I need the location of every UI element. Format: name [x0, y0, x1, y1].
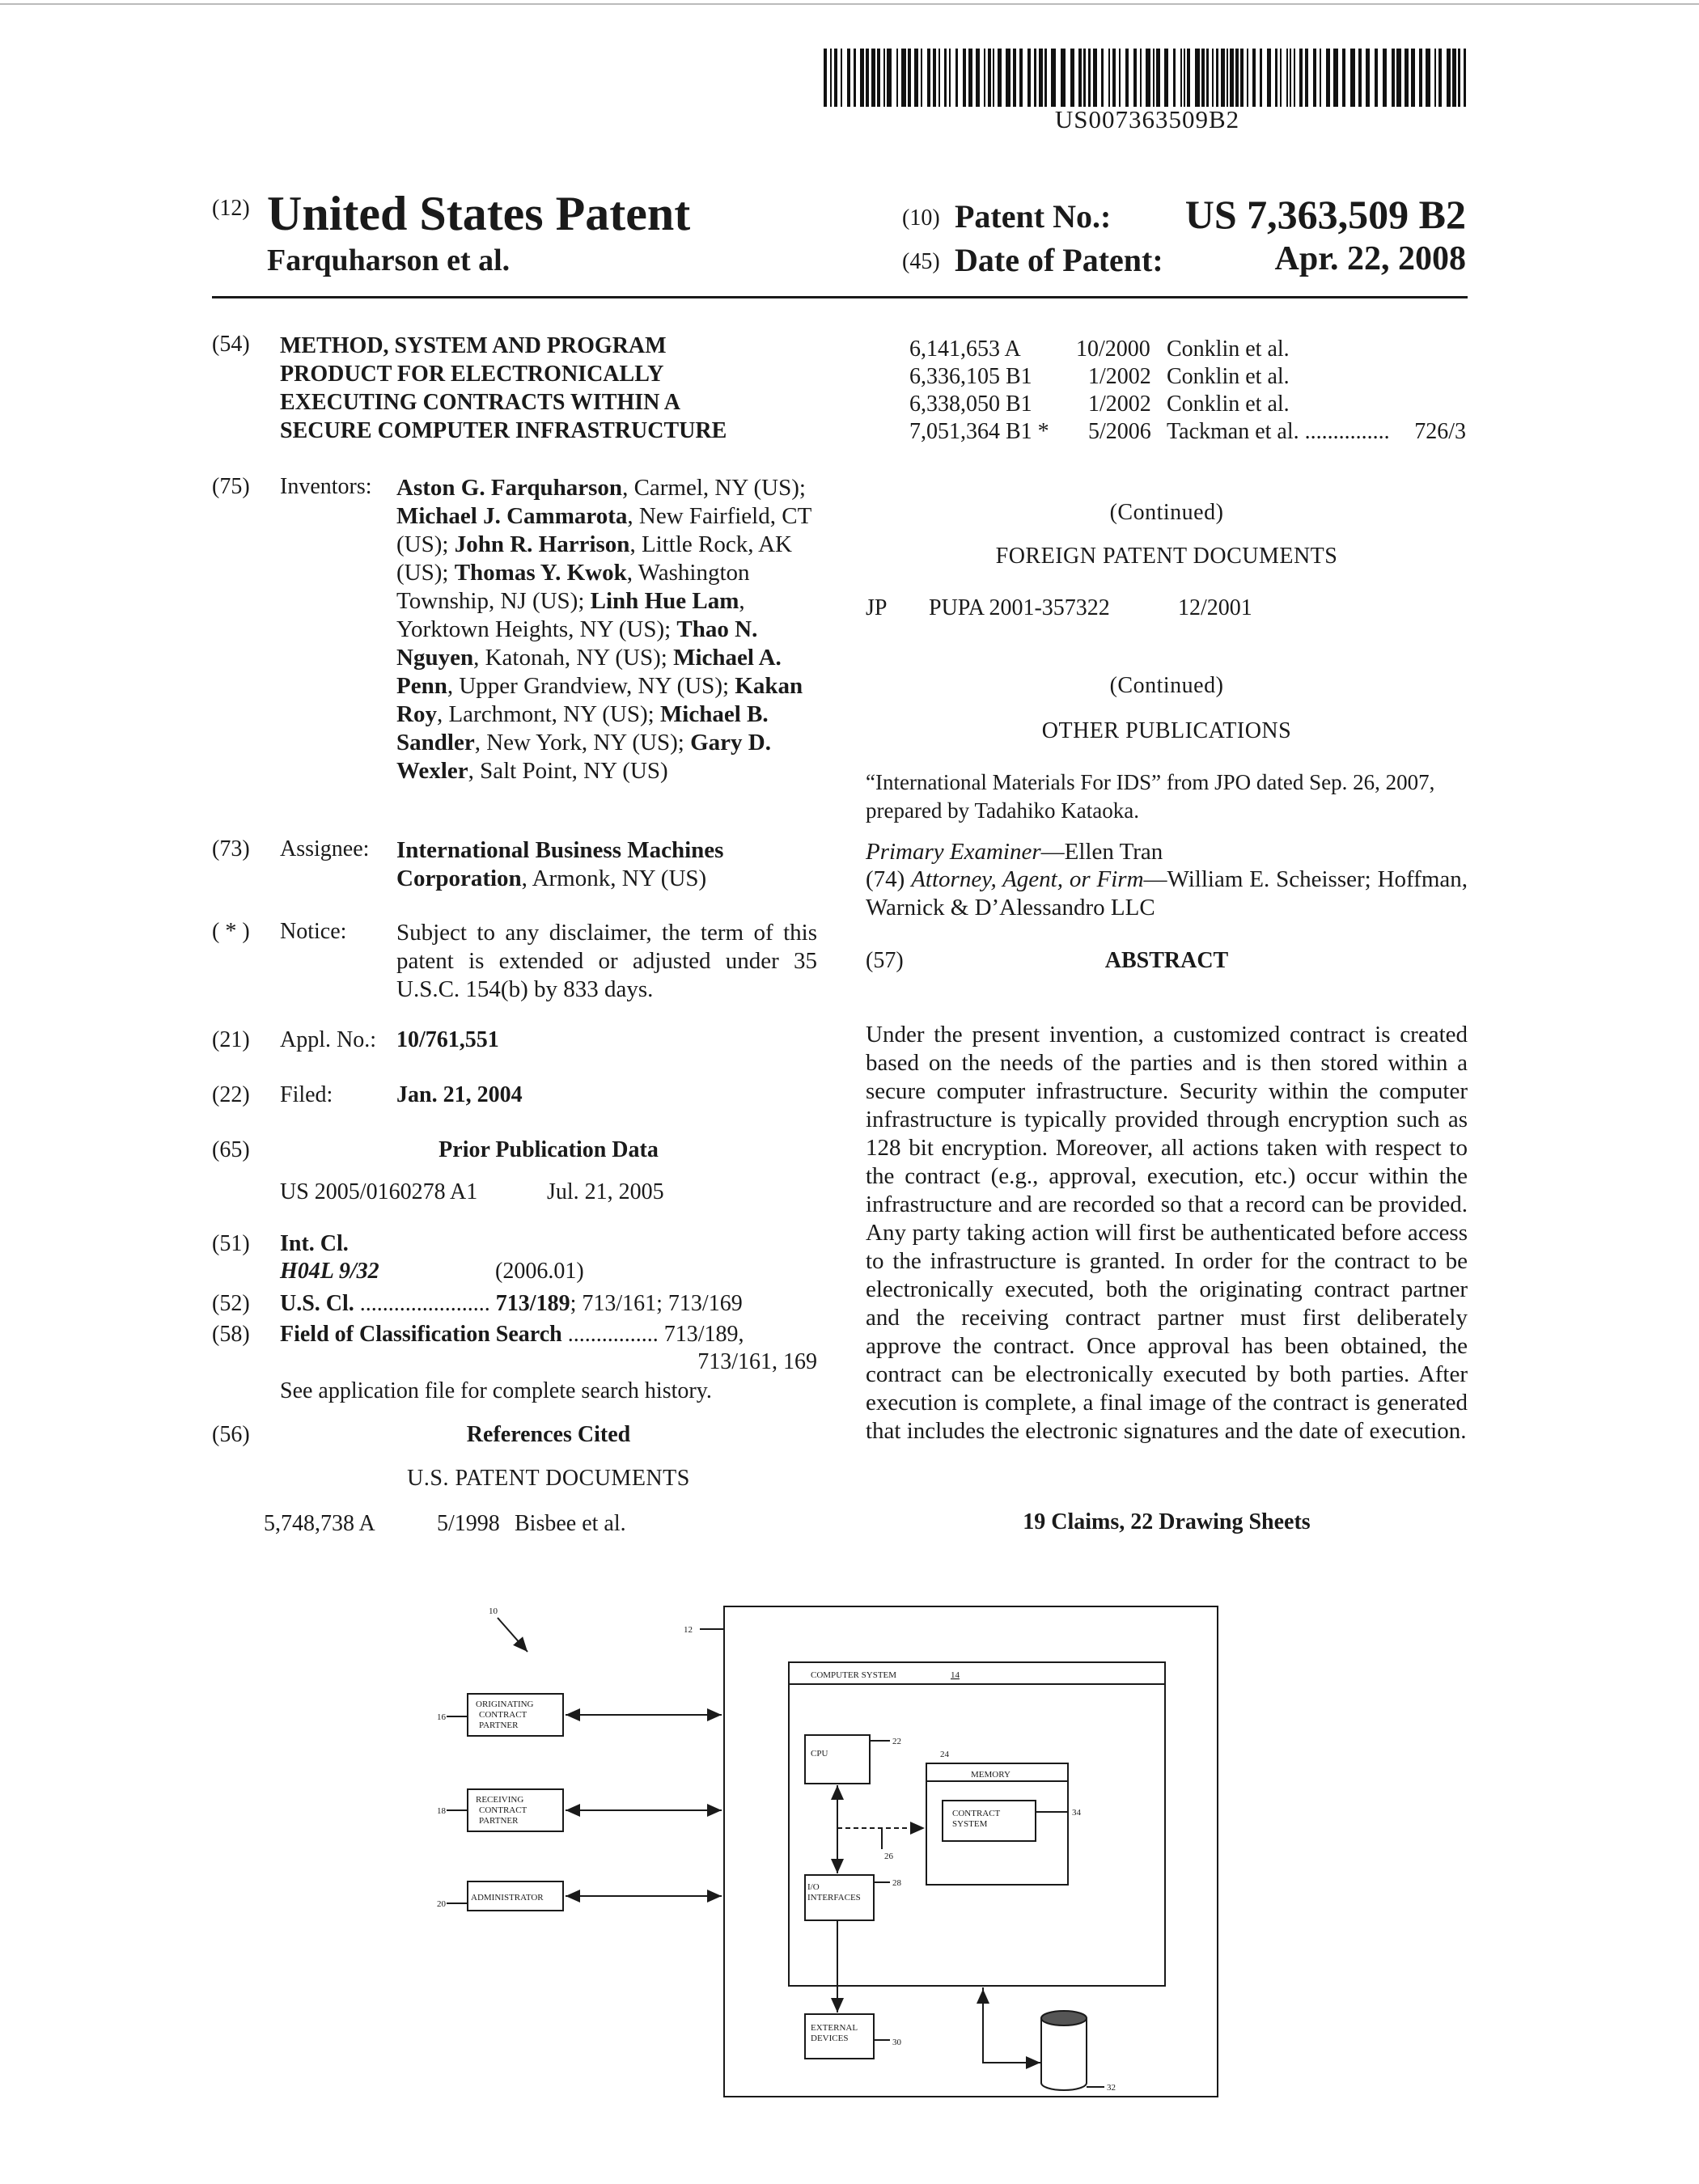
ref-22-label: 22	[892, 1737, 901, 1746]
ref-patent-date: 1/2002	[1088, 392, 1151, 417]
filed-label: Filed:	[280, 1082, 333, 1107]
barcode-bar	[1195, 49, 1200, 107]
barcode-bar	[1299, 49, 1303, 107]
barcode-bar	[1112, 49, 1116, 107]
code-22: (22)	[212, 1082, 250, 1107]
barcode-bar	[830, 49, 832, 107]
inventor-name: Linh Hue Lam	[590, 588, 739, 614]
barcode-bar	[866, 49, 869, 107]
barcode-bar	[1452, 49, 1456, 107]
attorney-label: Attorney, Agent, or Firm	[911, 866, 1144, 892]
barcode-bar	[1247, 49, 1248, 107]
barcode-bar	[883, 49, 885, 107]
barcode-bar	[1034, 49, 1036, 107]
receiving-label-1: RECEIVING	[476, 1795, 524, 1805]
barcode-bar	[1280, 49, 1282, 107]
ref-16-label: 16	[437, 1712, 446, 1722]
barcode-bar	[988, 49, 991, 107]
barcode-bar	[998, 49, 1002, 107]
inventor-name: Thomas Y. Kwok	[454, 560, 627, 586]
ref-26-label: 26	[884, 1852, 893, 1861]
barcode-bar	[1235, 49, 1239, 107]
barcode-bar	[1221, 49, 1225, 107]
barcode-bar	[860, 49, 864, 107]
barcode-bar	[887, 49, 892, 107]
barcode-bar	[1083, 49, 1086, 107]
barcode-bar	[963, 49, 966, 107]
inventor-location: , Salt Point, NY (US)	[468, 758, 668, 784]
abstract-heading: ABSTRACT	[1104, 948, 1229, 973]
attorney-name: —William E. Scheisser; Hoffman, Warnick & D’Alessandro LLC	[866, 866, 1468, 921]
abstract-text: Under the present invention, a customized contract is created based on the needs of the parties and is then stored within a secure computer infrastructure. Security within the computer infrastructure is typically provided through encryption such as 128 bit encryption. Moreover, all actions taken with respect to the contract (e.g., approval, execution, etc.) occur within the infrastructure and are recorded so that a record can be provided. Any party taking action will first be authenticated before access to the infrastructure is granted. In order for the contract to be electronically executed, both the originating contract partner and the receiving contract partner must first deliberately approve the contract. Once approval has been obtained, the contract can be electronically executed by both parties. After execution is complete, a final image of the contract is generated that includes the electronic signatures and the date of execution.	[866, 1022, 1468, 1444]
receiving-label-2: CONTRACT	[479, 1805, 527, 1815]
inventor-name: John R. Harrison	[454, 531, 630, 557]
leader-dots: ................	[567, 1322, 659, 1347]
ref-patent-number: 6,336,105 B1	[909, 364, 1032, 389]
title-line: METHOD, SYSTEM AND PROGRAM	[280, 333, 667, 358]
inventors-label: Inventors:	[280, 474, 372, 499]
appl-number: 10/761,551	[396, 1027, 499, 1052]
ref-30-label: 30	[892, 2038, 901, 2047]
code-57: (57)	[866, 948, 904, 973]
barcode-bar	[944, 49, 947, 107]
field-label: Field of Classification Search	[280, 1322, 562, 1347]
foreign-date: 12/2001	[1178, 595, 1252, 620]
examiner-label: Primary Examiner	[866, 839, 1041, 865]
barcode-bar	[1267, 49, 1271, 107]
barcode-bar	[1206, 49, 1209, 107]
claims-summary: 19 Claims, 22 Drawing Sheets	[1023, 1509, 1311, 1534]
barcode-bar	[984, 49, 985, 107]
barcode-bar	[949, 49, 951, 107]
ref-12-label: 12	[684, 1625, 693, 1635]
barcode-bar	[1305, 49, 1308, 107]
code-52: (52)	[212, 1291, 250, 1316]
code-65: (65)	[212, 1137, 250, 1162]
invention-title	[280, 332, 846, 445]
int-cl-label: Int. Cl.	[280, 1231, 349, 1256]
us-patent-docs-heading: U.S. PATENT DOCUMENTS	[407, 1466, 690, 1491]
barcode-bar	[1201, 49, 1205, 107]
barcode-bar	[1240, 49, 1244, 107]
barcode-bar	[1294, 49, 1295, 107]
title-line: EXECUTING CONTRACTS WITHIN A	[280, 390, 681, 415]
ref-24-label: 24	[940, 1750, 949, 1759]
barcode-bar	[1419, 49, 1422, 107]
attorney	[866, 866, 1468, 922]
io-label-1: I/O	[807, 1882, 820, 1892]
barcode-bar	[1027, 49, 1031, 107]
inventor-location: , Little Rock, AK (US);	[396, 531, 793, 586]
ref-patent-name: Conklin et al.	[1167, 364, 1290, 389]
inventor-name: Gary D. Wexler	[396, 730, 771, 784]
storage-body	[1041, 2018, 1087, 2090]
storage-connection	[983, 1987, 1040, 2063]
barcode-bar	[1140, 49, 1142, 107]
barcode-bar	[877, 49, 880, 107]
us-cl-rest: ; 713/161; 713/169	[570, 1291, 743, 1316]
barcode-bar	[1464, 49, 1466, 107]
barcode-bar	[1164, 49, 1168, 107]
memory-label: MEMORY	[971, 1770, 1011, 1780]
code-10: (10)	[902, 205, 940, 231]
barcode-bar	[1133, 49, 1137, 107]
barcode-bar	[896, 49, 898, 107]
assignee-name: International Business Machines Corporation	[396, 837, 724, 891]
barcode-bar	[1153, 49, 1155, 107]
inventor-location: , Katonah, NY (US);	[473, 645, 674, 671]
barcode-bar	[1013, 49, 1016, 107]
int-cl-year: (2006.01)	[495, 1259, 584, 1284]
ref-patent-name: Conklin et al.	[1167, 392, 1290, 417]
barcode-bar	[1212, 49, 1214, 107]
barcode-bar	[1333, 49, 1338, 107]
inventor-location: , Washington Township, NJ (US);	[396, 560, 750, 614]
barcode-bar	[1375, 49, 1378, 107]
barcode-bar	[1286, 49, 1288, 107]
barcode-bar	[1006, 49, 1011, 107]
us-cl-line	[280, 1291, 817, 1317]
originating-label-3: PARTNER	[479, 1721, 519, 1730]
continued-note: (Continued)	[1109, 673, 1224, 698]
system-diagram	[437, 1585, 1246, 2111]
barcode-bar	[1184, 49, 1185, 107]
barcode-bar	[1070, 49, 1074, 107]
barcode-bar	[1227, 49, 1228, 107]
barcode-bar	[1173, 49, 1176, 107]
barcode-bar	[834, 49, 837, 107]
references-heading: References Cited	[466, 1422, 631, 1447]
originating-label-1: ORIGINATING	[476, 1699, 534, 1709]
inventor-name: Michael J. Cammarota	[396, 503, 628, 529]
inventor-location: , Larchmont, NY (US);	[436, 701, 660, 727]
inventor-location: , New Fairfield, CT (US);	[396, 503, 811, 557]
storage-top	[1041, 2011, 1087, 2025]
infrastructure-box	[724, 1606, 1218, 2097]
barcode-bar	[1366, 49, 1370, 107]
inventor-location: , Carmel, NY (US);	[622, 475, 806, 501]
int-cl-class: H04L 9/32	[280, 1259, 379, 1284]
barcode-bar	[871, 49, 875, 107]
barcode-bar	[1230, 49, 1234, 107]
filed-date: Jan. 21, 2004	[396, 1082, 523, 1107]
ref-18-label: 18	[437, 1806, 446, 1816]
code-54: (54)	[212, 332, 250, 357]
ref-patent-name: Bisbee et al.	[515, 1511, 626, 1536]
ref-patent-date: 1/2002	[1088, 364, 1151, 389]
computer-system-label: COMPUTER SYSTEM	[811, 1670, 897, 1680]
assignee-label: Assignee:	[280, 836, 370, 861]
barcode-bar	[1438, 49, 1442, 107]
barcode-bar	[1216, 49, 1218, 107]
patent-date: Apr. 22, 2008	[1274, 240, 1466, 277]
inventor-name: Aston G. Farquharson	[396, 475, 623, 501]
field-line	[280, 1322, 817, 1348]
inventor-location: , Upper Grandview, NY (US);	[447, 673, 735, 699]
prior-publication-heading: Prior Publication Data	[439, 1137, 659, 1162]
external-label-2: DEVICES	[811, 2034, 849, 2043]
code-21: (21)	[212, 1027, 250, 1052]
ref-32-label: 32	[1107, 2083, 1116, 2093]
foreign-patents-heading: FOREIGN PATENT DOCUMENTS	[995, 544, 1338, 569]
field-value-1: 713/189,	[663, 1322, 744, 1347]
administrator-label: ADMINISTRATOR	[471, 1893, 544, 1903]
barcode-bar	[1411, 49, 1415, 107]
barcode-bar	[933, 49, 936, 107]
barcode-bar	[1350, 49, 1355, 107]
barcode-bar	[921, 49, 922, 107]
patent-number: US 7,363,509 B2	[1184, 192, 1466, 237]
barcode-bar	[901, 49, 906, 107]
other-publication-text: “International Materials For IDS” from JPO dated Sep. 26, 2007, prepared by Tadahiko Kataoka.	[866, 770, 1435, 823]
barcode-bar	[927, 49, 930, 107]
barcode-bar	[1156, 49, 1160, 107]
barcode-bar	[841, 49, 842, 107]
barcode-bar	[1434, 49, 1436, 107]
barcode-bar	[993, 49, 994, 107]
barcode-bar	[1392, 49, 1395, 107]
barcode-bar	[1061, 49, 1066, 107]
barcode-bar	[1383, 49, 1387, 107]
examiner-name: —Ellen Tran	[1040, 839, 1163, 865]
leader-dots: .......................	[359, 1291, 490, 1316]
cpu-label: CPU	[811, 1749, 828, 1759]
barcode-bar	[1358, 49, 1362, 107]
assignee	[396, 836, 817, 893]
inventor-location: , New York, NY (US);	[474, 730, 691, 756]
code-notice: ( * )	[212, 919, 250, 944]
barcode-bar	[955, 49, 958, 107]
barcode-bar	[1275, 49, 1277, 107]
barcode-bar	[1051, 49, 1056, 107]
ref-patent-name: Conklin et al.	[1167, 336, 1290, 362]
barcode-bar	[1146, 49, 1150, 107]
barcode-bar	[1125, 49, 1129, 107]
ref-patent-class: 726/3	[1409, 419, 1466, 445]
barcode-graphic	[824, 49, 1471, 107]
barcode-bar	[1458, 49, 1460, 107]
contract-system-label-2: SYSTEM	[952, 1819, 988, 1829]
barcode-bar	[1119, 49, 1121, 107]
title-line: PRODUCT FOR ELECTRONICALLY	[280, 362, 664, 387]
inventor-location: , Yorktown Heights, NY (US);	[396, 588, 745, 642]
date-label: Date of Patent:	[955, 242, 1163, 278]
barcode-bar	[968, 49, 972, 107]
barcode-bar	[938, 49, 940, 107]
barcode-bar	[1405, 49, 1409, 107]
barcode-bar	[1088, 49, 1091, 107]
leader-dots: ...............	[1304, 419, 1390, 444]
inventors-short: Farquharson et al.	[267, 243, 511, 277]
external-label-1: EXTERNAL	[811, 2023, 858, 2033]
other-publications-heading: OTHER PUBLICATIONS	[1041, 718, 1292, 743]
ref-patent-name: Tackman et al.	[1167, 419, 1299, 444]
notice-text: Subject to any disclaimer, the term of this patent is extended or adjusted under 35 U.S.C. 154(b) by 833 days.	[396, 920, 817, 1002]
barcode-bar	[1101, 49, 1104, 107]
barcode-bar	[1039, 49, 1043, 107]
appl-label: Appl. No.:	[280, 1027, 376, 1052]
ref-20-label: 20	[437, 1899, 446, 1909]
barcode-bar	[908, 49, 911, 107]
barcode-number: US007363509B2	[1054, 105, 1240, 133]
barcode-bar	[847, 49, 850, 107]
code-45: (45)	[902, 249, 940, 274]
attorney-code: (74)	[866, 866, 905, 892]
cpu-box	[805, 1735, 870, 1784]
io-label-2: INTERFACES	[807, 1893, 861, 1903]
ref-patent-number: 7,051,364 B1 *	[909, 419, 1049, 444]
prior-pub-date: Jul. 21, 2005	[547, 1179, 664, 1204]
assignee-location: , Armonk, NY (US)	[521, 866, 707, 891]
barcode-bar	[976, 49, 980, 107]
ref-patent-date: 5/1998	[437, 1511, 500, 1536]
inventor-name: Michael A. Penn	[396, 645, 782, 699]
ref-patent-number: 6,338,050 B1	[909, 392, 1032, 417]
patent-number-label: Patent No.:	[955, 198, 1112, 235]
barcode-bar	[1187, 49, 1190, 107]
us-cl-main: 713/189	[495, 1291, 570, 1316]
barcode-bar	[1093, 49, 1097, 107]
top-rule	[0, 3, 1699, 5]
ref-14-label: 14	[951, 1670, 960, 1680]
barcode-bar	[1342, 49, 1345, 107]
barcode-bar	[1326, 49, 1330, 107]
continued-note: (Continued)	[1109, 500, 1224, 525]
receiving-label-3: PARTNER	[479, 1816, 519, 1826]
inventors-list	[396, 474, 817, 785]
barcode-bar	[824, 49, 827, 107]
notice-label: Notice:	[280, 919, 347, 944]
barcode-bar	[1320, 49, 1321, 107]
barcode-bar	[1313, 49, 1316, 107]
code-56: (56)	[212, 1422, 250, 1447]
barcode-bar	[914, 49, 918, 107]
barcode-bar	[1180, 49, 1182, 107]
inventor-name: Michael B. Sandler	[396, 701, 769, 756]
barcode-bar	[1290, 49, 1291, 107]
originating-label-2: CONTRACT	[479, 1710, 527, 1720]
barcode-bar	[1044, 49, 1047, 107]
barcode-bar	[1019, 49, 1023, 107]
ref-patent-number: 5,748,738 A	[264, 1511, 375, 1536]
field-value-2: 713/161, 169	[697, 1349, 817, 1374]
field-note: See application file for complete search history.	[280, 1378, 712, 1403]
primary-examiner	[866, 838, 1468, 866]
ref-patent-number: 6,141,653 A	[909, 336, 1021, 362]
inventor-name: Thao N. Nguyen	[396, 616, 758, 671]
ref-28-label: 28	[892, 1878, 901, 1888]
header-rule	[212, 296, 1468, 298]
foreign-country: JP	[866, 595, 888, 620]
prior-pub-number: US 2005/0160278 A1	[280, 1179, 478, 1204]
ref-patent-date: 5/2006	[1088, 419, 1151, 444]
system-ref-arrow	[498, 1618, 527, 1652]
ref-patent-date: 10/2000	[1076, 336, 1150, 362]
barcode-bar	[1426, 49, 1430, 107]
code-51: (51)	[212, 1231, 250, 1256]
barcode-bar	[1252, 49, 1256, 107]
barcode-bar	[1396, 49, 1401, 107]
code-75: (75)	[212, 474, 250, 499]
contract-system-label-1: CONTRACT	[952, 1809, 1001, 1818]
ref-34-label: 34	[1072, 1808, 1081, 1818]
barcode-bar	[1260, 49, 1262, 107]
barcode-bar	[854, 49, 856, 107]
barcode-bar	[1447, 49, 1451, 107]
foreign-number: PUPA 2001-357322	[929, 595, 1110, 620]
document-title: United States Patent	[267, 187, 691, 240]
barcode-bar	[1078, 49, 1082, 107]
title-line: SECURE COMPUTER INFRASTRUCTURE	[280, 418, 727, 443]
inventor-name: Kakan Roy	[396, 673, 803, 727]
code-12: (12)	[212, 196, 250, 221]
us-cl-label: U.S. Cl.	[280, 1291, 354, 1316]
barcode-bar	[1108, 49, 1110, 107]
code-58: (58)	[212, 1322, 250, 1347]
ref-10-label: 10	[489, 1606, 498, 1616]
code-73: (73)	[212, 836, 250, 861]
